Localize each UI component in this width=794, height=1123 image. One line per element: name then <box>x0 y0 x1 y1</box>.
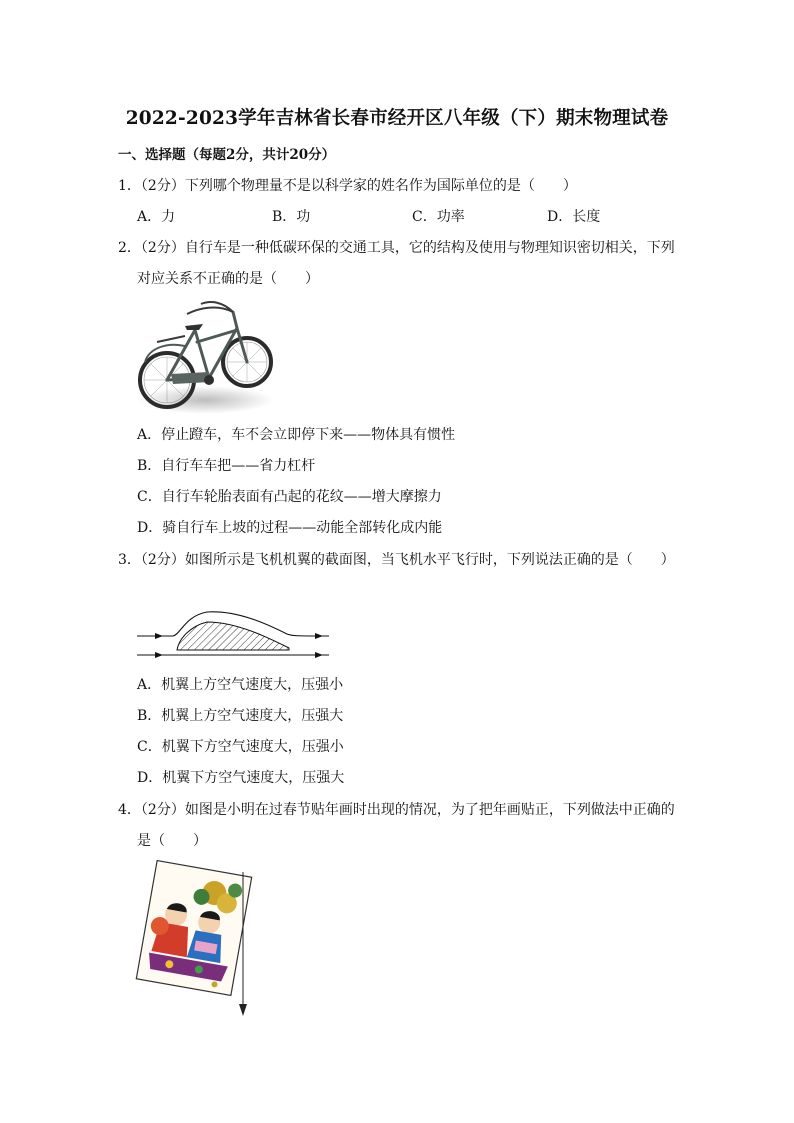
q3-option-d: D．机翼下方空气速度大，压强大 <box>137 770 345 786</box>
bicycle-figure <box>137 300 277 415</box>
question-2-stem-line2: 对应关系不正确的是（ ） <box>137 271 319 287</box>
question-2-stem-line1: 2．（2分）自行车是一种低碳环保的交通工具，它的结构及使用与物理知识密切相关，下列 <box>118 240 675 256</box>
section-heading: 一、选择题（每题2分，共计20分） <box>118 147 336 163</box>
q2-option-b: B．自行车车把——省力杠杆 <box>137 458 316 474</box>
question-4-stem-line2: 是（ ） <box>137 833 207 849</box>
question-1-stem: 1．（2分）下列哪个物理量不是以科学家的姓名作为国际单位的是（ ） <box>118 178 577 194</box>
question-4-stem-line1: 4．（2分）如图是小明在过春节贴年画时出现的情况，为了把年画贴正，下列做法中正确的 <box>118 802 675 818</box>
q2-option-a: A．停止蹬车，车不会立即停下来——物体具有惯性 <box>137 427 456 443</box>
question-3-stem: 3．（2分）如图所示是飞机机翼的截面图，当飞机水平飞行时，下列说法正确的是（ ） <box>118 552 675 568</box>
q1-option-c: C．功率 <box>412 209 465 225</box>
q2-option-c: C．自行车轮胎表面有凸起的花纹——增大摩擦力 <box>137 489 442 505</box>
exam-title: 2022-2023学年吉林省长春市经开区八年级（下）期末物理试卷 <box>125 108 669 129</box>
wing-airflow-figure <box>137 608 332 664</box>
q1-option-d: D．长度 <box>547 209 601 225</box>
q1-option-a: A．力 <box>137 209 176 225</box>
q3-option-b: B．机翼上方空气速度大，压强大 <box>137 708 344 724</box>
q3-option-a: A．机翼上方空气速度大，压强小 <box>137 677 344 693</box>
q1-option-b: B．功 <box>272 209 311 225</box>
q2-option-d: D．骑自行车上坡的过程——动能全部转化成内能 <box>137 520 443 536</box>
q3-option-c: C．机翼下方空气速度大，压强小 <box>137 739 344 755</box>
new-year-painting-figure <box>134 858 254 1020</box>
